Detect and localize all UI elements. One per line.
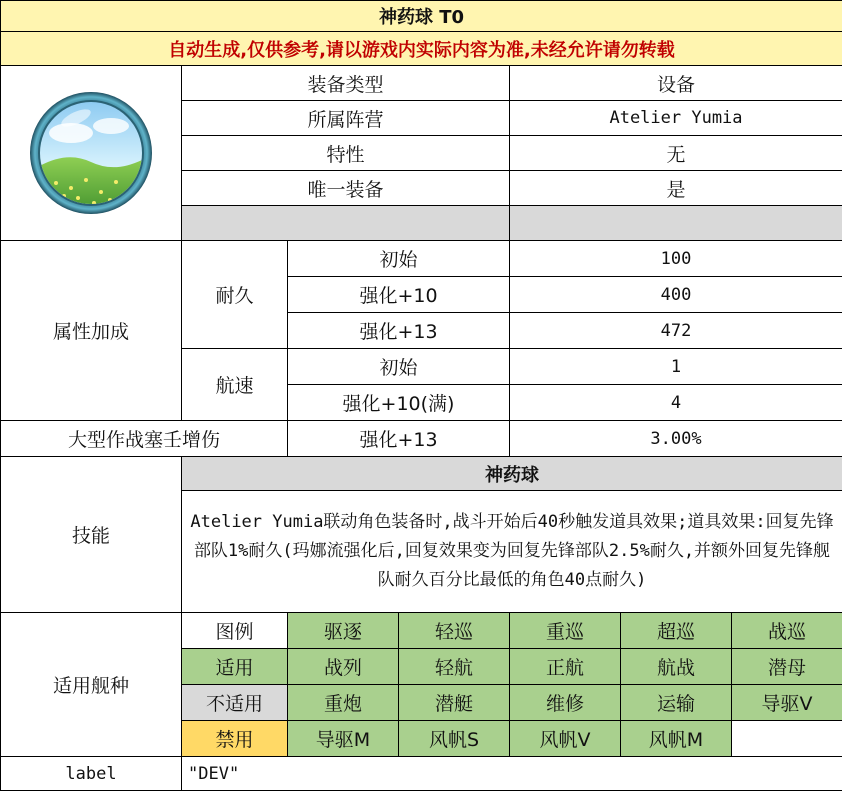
stat-value: 472 [510,313,842,349]
skill-name: 神药球 [182,457,842,491]
footer-value: "DEV" [182,757,842,791]
info-label-faction: 所属阵营 [182,101,510,136]
stat-value: 1 [510,349,842,385]
ship-type-cell: 正航 [510,649,621,685]
ship-type-cell: 导驱M [288,721,399,757]
info-label-trait: 特性 [182,136,510,171]
info-value-unique: 是 [510,171,842,206]
info-empty-label [182,206,510,241]
ship-type-cell: 轻航 [399,649,510,685]
footer-label: label [1,757,182,791]
ship-type-cell: 重巡 [510,613,621,649]
stat-speed-label: 航速 [182,349,288,421]
info-label-unique: 唯一装备 [182,171,510,206]
ship-type-cell: 战巡 [732,613,842,649]
stats-section-label: 属性加成 [1,241,182,421]
stat-value: 4 [510,385,842,421]
ship-type-cell: 轻巡 [399,613,510,649]
info-label-type: 装备类型 [182,66,510,101]
ship-type-cell: 维修 [510,685,621,721]
boss-damage-value: 3.00% [510,421,842,457]
disclaimer-text: 自动生成,仅供参考,请以游戏内实际内容为准,未经允许请勿转载 [1,32,842,66]
ship-types-section-label: 适用舰种 [1,613,182,757]
ship-type-cell: 航战 [621,649,732,685]
ship-type-cell: 战列 [288,649,399,685]
boss-damage-label: 大型作战塞壬增伤 [1,421,288,457]
info-value-faction: Atelier Yumia [510,101,842,136]
legend-not-applicable: 不适用 [182,685,288,721]
ship-type-cell: 驱逐 [288,613,399,649]
stat-level: 初始 [288,349,510,385]
info-value-type: 设备 [510,66,842,101]
stat-durability-label: 耐久 [182,241,288,349]
skill-description: Atelier Yumia联动角色装备时,战斗开始后40秒触发道具效果;道具效果:回复先锋部队1%耐久(玛娜流强化后,回复效果变为回复先锋部队2.5%耐久,并额外回复先锋舰队耐久百分比最低的角色40点耐久) [182,491,842,613]
stat-value: 400 [510,277,842,313]
ship-type-cell: 重炮 [288,685,399,721]
legend-applicable: 适用 [182,649,288,685]
item-icon-cell [1,66,182,241]
ship-type-cell: 风帆M [621,721,732,757]
stat-level: 强化+10(满) [288,385,510,421]
legend-forbidden: 禁用 [182,721,288,757]
stat-level: 强化+10 [288,277,510,313]
ship-type-cell: 潜艇 [399,685,510,721]
ship-type-empty-cell [732,721,842,757]
ship-type-cell: 导驱V [732,685,842,721]
stat-value: 100 [510,241,842,277]
equipment-title: 神药球 T0 [1,1,842,32]
ship-type-cell: 潜母 [732,649,842,685]
stat-level: 初始 [288,241,510,277]
ship-type-cell: 超巡 [621,613,732,649]
skill-section-label: 技能 [1,457,182,613]
info-empty-value [510,206,842,241]
info-value-trait: 无 [510,136,842,171]
boss-damage-level: 强化+13 [288,421,510,457]
stat-level: 强化+13 [288,313,510,349]
ship-type-cell: 风帆V [510,721,621,757]
ship-type-cell: 风帆S [399,721,510,757]
ship-type-cell: 运输 [621,685,732,721]
legend-title: 图例 [182,613,288,649]
crystal-ball-icon [26,88,156,218]
